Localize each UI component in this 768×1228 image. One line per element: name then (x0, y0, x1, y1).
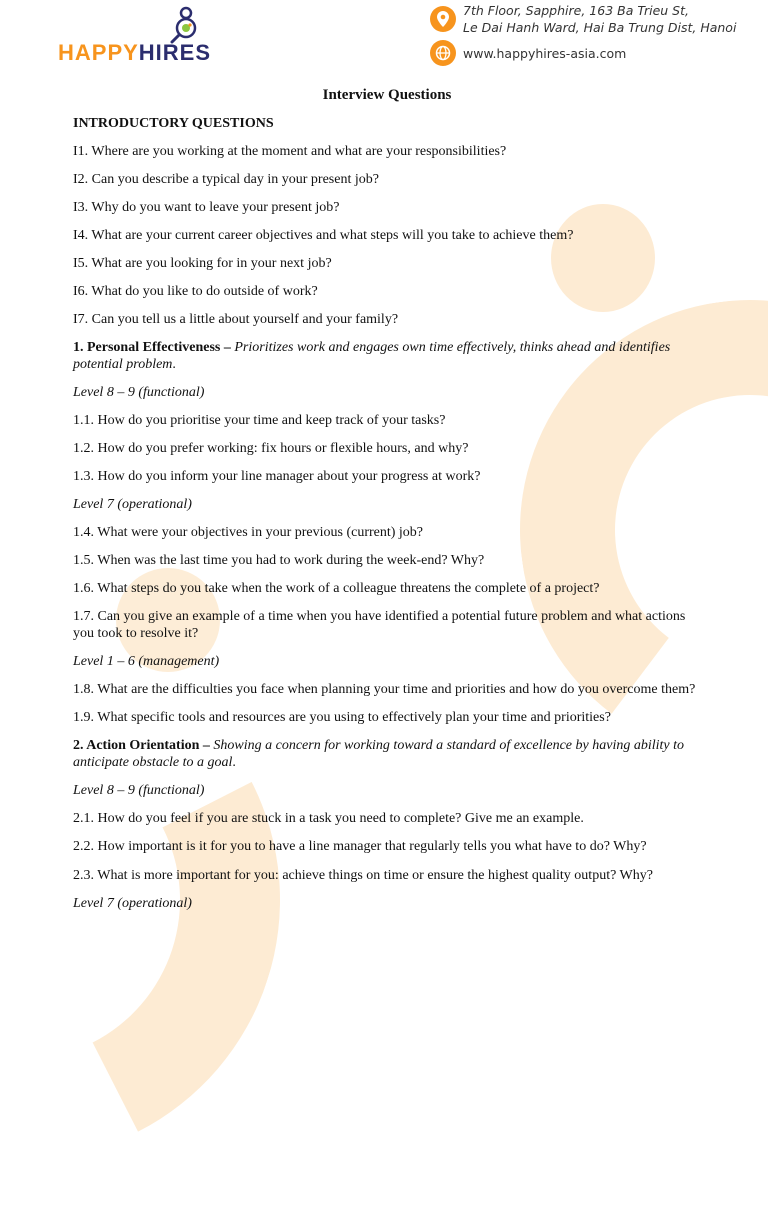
question-1-5: 1.5. When was the last time you had to work during the week-end? Why? (73, 553, 485, 568)
location-pin-icon (430, 6, 456, 32)
section-2-description-end: . (232, 755, 236, 770)
section-1-level-functional: Level 8 – 9 (functional) (73, 385, 205, 400)
happyhires-logo (58, 4, 212, 65)
question-1-8: 1.8. What are the difficulties you face when planning your time and priorities and how do you overcome them? (73, 682, 696, 697)
logo-text-happy: HAPPY (58, 40, 139, 65)
website-row (430, 40, 736, 66)
intro-question-7: I7. Can you tell us a little about yourself and your family? (73, 312, 399, 327)
section-2-heading: 2. Action Orientation – (73, 738, 214, 753)
section-2-description-line-2: anticipate obstacle to a goal (73, 755, 233, 770)
address-line-1: 7th Floor, Sapphire, 163 Ba Trieu St, (463, 3, 689, 18)
question-2-3: 2.3. What is more important for you: achieve things on time or ensure the highest quality output? Why? (73, 868, 653, 883)
section-1-description-end: . (172, 357, 176, 372)
section-2-description-line-1: Showing a concern for working toward a standard of excellence by having ability to (213, 738, 685, 753)
question-1-7-line-2: you took to resolve it? (73, 626, 199, 641)
question-2-2: 2.2. How important is it for you to have a line manager that regularly tells you what have to do? Why? (73, 839, 647, 854)
contact-block (430, 2, 736, 66)
intro-question-5: I5. What are you looking for in your next job? (73, 256, 332, 271)
globe-icon (430, 40, 456, 66)
section-2-level-functional: Level 8 – 9 (functional) (73, 783, 205, 798)
question-1-1: 1.1. How do you prioritise your time and keep track of your tasks? (73, 413, 446, 428)
section-1-description-line-2: potential problem (73, 357, 173, 372)
section-1-description-line-1: Prioritizes work and engages own time effectively, thinks ahead and identifies (234, 340, 671, 355)
question-2-1: 2.1. How do you feel if you are stuck in a task you need to complete? Give me an example. (73, 811, 584, 826)
intro-heading: INTRODUCTORY QUESTIONS (73, 116, 274, 131)
intro-question-6: I6. What do you like to do outside of work? (73, 284, 318, 299)
document-body (73, 84, 703, 911)
question-1-4: 1.4. What were your objectives in your previous (current) job? (73, 525, 424, 540)
website-link[interactable]: www.happyhires-asia.com (463, 45, 627, 61)
question-1-2: 1.2. How do you prefer working: fix hours or flexible hours, and why? (73, 441, 469, 456)
question-1-9: 1.9. What specific tools and resources are you using to effectively plan your time and priorities? (73, 710, 611, 725)
intro-question-3: I3. Why do you want to leave your present job? (73, 200, 340, 215)
question-1-6: 1.6. What steps do you take when the work of a colleague threatens the complete of a project? (73, 581, 600, 596)
intro-question-4: I4. What are your current career objectives and what steps will you take to achieve them? (73, 228, 574, 243)
logo-text-hires: HIRES (138, 40, 212, 65)
address-row (430, 2, 736, 36)
section-1-level-management: Level 1 – 6 (management) (73, 654, 220, 669)
section-1-level-operational: Level 7 (operational) (73, 497, 192, 512)
question-1-3: 1.3. How do you inform your line manager about your progress at work? (73, 469, 481, 484)
page-title: Interview Questions (322, 87, 452, 103)
magnifier-person-icon (170, 4, 200, 44)
question-1-7 (73, 608, 701, 642)
section-1-header (73, 339, 701, 373)
section-2-level-operational: Level 7 (operational) (73, 896, 192, 911)
section-2-header (73, 737, 701, 771)
intro-question-2: I2. Can you describe a typical day in your present job? (73, 172, 379, 187)
section-1-heading: 1. Personal Effectiveness – (73, 340, 235, 355)
logo-wordmark (58, 40, 211, 66)
letterhead (0, 0, 768, 70)
intro-question-1: I1. Where are you working at the moment and what are your responsibilities? (73, 144, 507, 159)
question-1-7-line-1: 1.7. Can you give an example of a time when you have identified a potential future problem and what actions (73, 609, 686, 624)
address-line-2: Le Dai Hanh Ward, Hai Ba Trung Dist, Hanoi (463, 20, 737, 35)
